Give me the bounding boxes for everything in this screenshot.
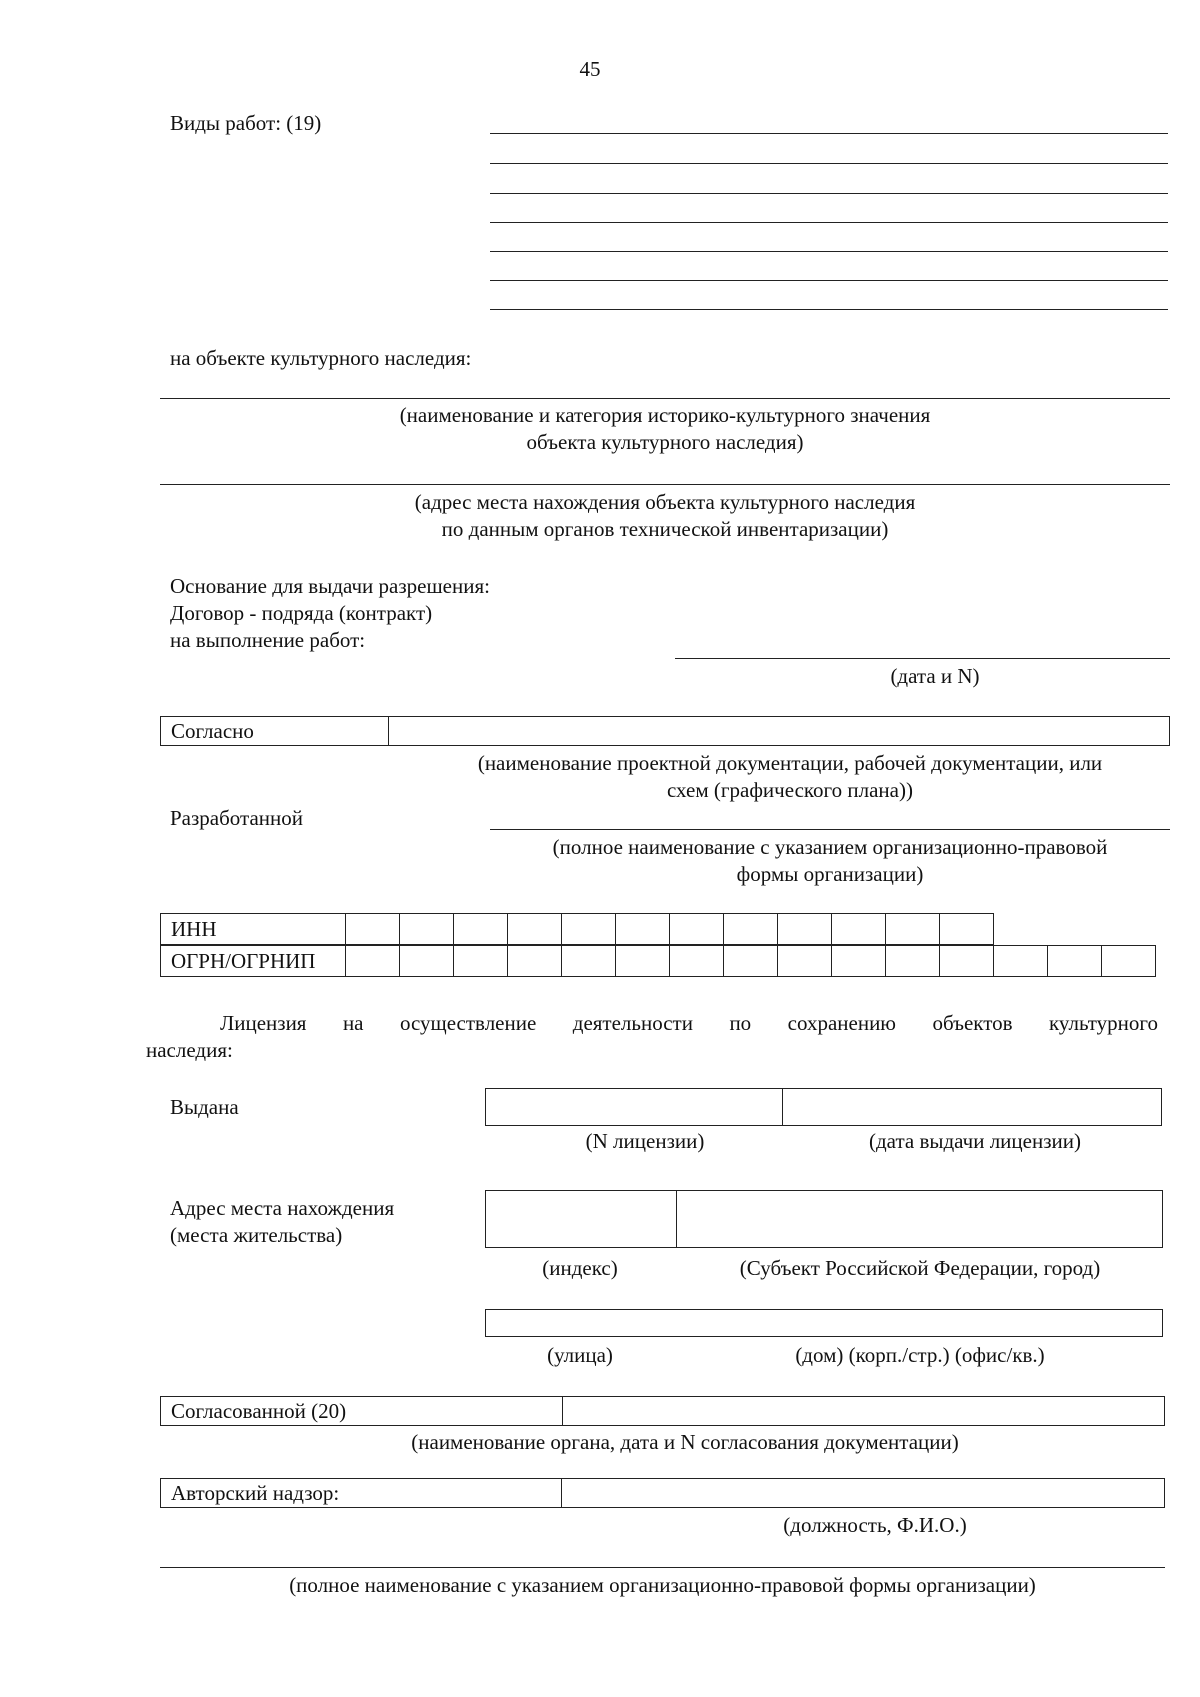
inn-digit-cell[interactable] [724, 914, 778, 945]
developed-caption-1: (полное наименование с указанием организационно-правовой [552, 835, 1108, 859]
inn-digit-cell[interactable] [778, 914, 832, 945]
developed-caption-2: формы организации) [736, 862, 924, 886]
address-house-caption: (дом) (корп./стр.) (офис/кв.) [795, 1343, 1045, 1367]
license-number-field[interactable] [486, 1089, 782, 1125]
ogrn-digit-cell[interactable] [724, 946, 778, 977]
developed-label: Разработанной [170, 806, 303, 830]
contract-date-caption: (дата и N) [890, 664, 980, 688]
address-street-field[interactable] [485, 1309, 1163, 1337]
license-number-caption: (N лицензии) [585, 1129, 705, 1153]
ogrn-digit-cell[interactable] [670, 946, 724, 977]
heritage-object-address-line[interactable] [160, 484, 1170, 485]
inn-digit-cell[interactable] [940, 914, 994, 945]
supervision-field[interactable] [563, 1479, 1164, 1507]
agreed-label: Согласно [171, 719, 254, 743]
heritage-object-name-caption-1: (наименование и категория историко-культурного значения [399, 403, 931, 427]
work-types-line-5[interactable] [490, 251, 1168, 252]
inn-digit-cell[interactable] [886, 914, 940, 945]
license-date-caption: (дата выдачи лицензии) [869, 1129, 1081, 1153]
ogrn-label: ОГРН/ОГРНИП [161, 946, 346, 977]
ogrn-digit-cell[interactable] [832, 946, 886, 977]
inn-row [161, 914, 994, 945]
work-types-line-1[interactable] [490, 133, 1168, 134]
inn-table [160, 913, 994, 945]
work-types-label: Виды работ: (19) [170, 111, 322, 135]
heritage-object-name-line[interactable] [160, 398, 1170, 399]
inn-digit-cell[interactable] [346, 914, 400, 945]
inn-digit-cell[interactable] [508, 914, 562, 945]
ogrn-row [161, 946, 1156, 977]
coordinated-row [160, 1396, 1165, 1426]
supervision-org-caption: (полное наименование с указанием организационно-правовой формы организации) [289, 1573, 1036, 1597]
ogrn-digit-cell[interactable] [940, 946, 994, 977]
ogrn-digit-cell[interactable] [1102, 946, 1156, 977]
ogrn-digit-cell[interactable] [778, 946, 832, 977]
agreed-caption-1: (наименование проектной документации, рабочей документации, или [477, 751, 1103, 775]
work-types-line-3[interactable] [490, 193, 1168, 194]
license-text-line: Лицензия на осуществление деятельности по сохранению объектов культурного [220, 1011, 1158, 1035]
address-street-caption: (улица) [547, 1343, 613, 1367]
ogrn-digit-cell[interactable] [886, 946, 940, 977]
address-index-caption: (индекс) [542, 1256, 618, 1280]
supervision-org-line[interactable] [160, 1567, 1165, 1568]
address-region-caption: (Субъект Российской Федерации, город) [739, 1256, 1101, 1280]
work-types-line-6[interactable] [490, 280, 1168, 281]
ogrn-table [160, 945, 1156, 977]
contract-date-line[interactable] [675, 658, 1170, 659]
supervision-row [160, 1478, 1165, 1508]
ogrn-digit-cell[interactable] [346, 946, 400, 977]
agreed-row [160, 716, 1170, 746]
heritage-object-label: на объекте культурного наследия: [170, 346, 472, 370]
supervision-label: Авторский надзор: [171, 1481, 340, 1505]
license-issued-label: Выдана [170, 1095, 239, 1119]
page-number: 45 [579, 57, 601, 81]
work-types-line-7[interactable] [490, 309, 1168, 310]
heritage-object-address-caption-2: по данным органов технической инвентаризации) [441, 517, 889, 541]
address-region-field[interactable] [678, 1191, 1162, 1247]
work-types-line-4[interactable] [490, 222, 1168, 223]
coordinated-field[interactable] [564, 1397, 1164, 1425]
coordinated-caption: (наименование органа, дата и N согласования документации) [411, 1430, 959, 1454]
ogrn-digit-cell[interactable] [400, 946, 454, 977]
license-text-2: наследия: [146, 1038, 233, 1062]
basis-line-3: на выполнение работ: [170, 628, 366, 652]
supervision-divider [561, 1478, 562, 1508]
address-index-field[interactable] [486, 1191, 676, 1247]
heritage-object-address-caption-1: (адрес места нахождения объекта культурного наследия [414, 490, 916, 514]
ogrn-digit-cell[interactable] [994, 946, 1048, 977]
coordinated-label: Согласованной (20) [171, 1399, 347, 1423]
agreed-caption-2: схем (графического плана)) [667, 778, 913, 802]
developed-line[interactable] [490, 829, 1170, 830]
agreed-field[interactable] [390, 717, 1169, 745]
inn-digit-cell[interactable] [832, 914, 886, 945]
basis-line-1: Основание для выдачи разрешения: [170, 574, 490, 598]
license-divider [782, 1088, 783, 1126]
address-label-2: (места жительства) [170, 1223, 343, 1247]
inn-label: ИНН [161, 914, 346, 945]
ogrn-digit-cell[interactable] [454, 946, 508, 977]
inn-digit-cell[interactable] [562, 914, 616, 945]
heritage-object-name-caption-2: объекта культурного наследия) [526, 430, 804, 454]
inn-digit-cell[interactable] [454, 914, 508, 945]
coordinated-divider [562, 1396, 563, 1426]
ogrn-digit-cell[interactable] [616, 946, 670, 977]
work-types-line-2[interactable] [490, 163, 1168, 164]
license-text-1 [220, 1010, 1158, 1036]
basis-line-2: Договор - подряда (контракт) [170, 601, 433, 625]
ogrn-digit-cell[interactable] [508, 946, 562, 977]
inn-digit-cell[interactable] [616, 914, 670, 945]
license-date-field[interactable] [784, 1089, 1161, 1125]
address-box [485, 1190, 1163, 1248]
ogrn-digit-cell[interactable] [562, 946, 616, 977]
inn-digit-cell[interactable] [670, 914, 724, 945]
agreed-divider [388, 716, 389, 746]
ogrn-digit-cell[interactable] [1048, 946, 1102, 977]
address-label-1: Адрес места нахождения [170, 1196, 395, 1220]
supervision-position-caption: (должность, Ф.И.О.) [783, 1513, 967, 1537]
inn-digit-cell[interactable] [400, 914, 454, 945]
license-issued-box [485, 1088, 1162, 1126]
address-divider [676, 1190, 677, 1248]
